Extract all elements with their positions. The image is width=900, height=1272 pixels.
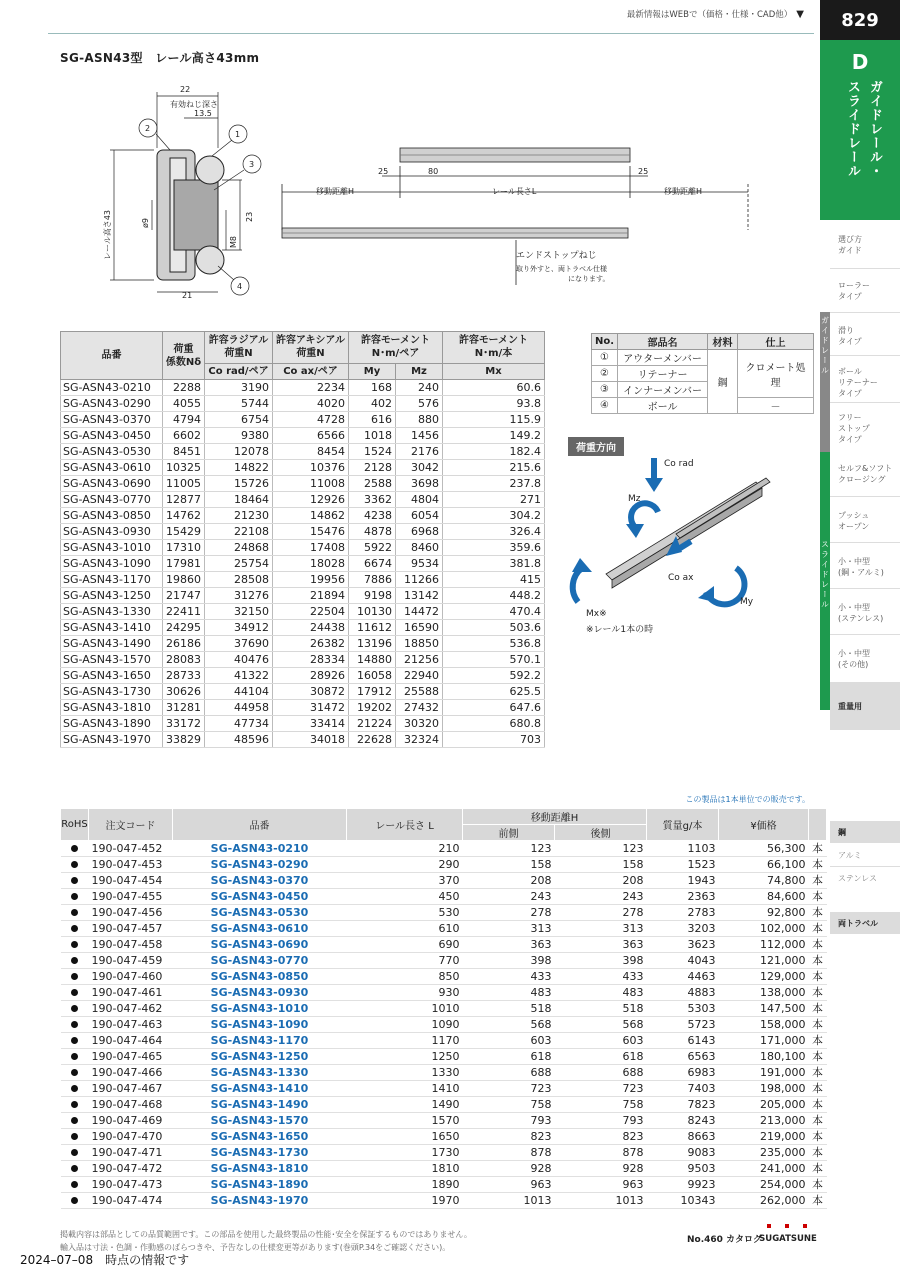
rohs-dot-icon <box>71 973 78 980</box>
label-my: My <box>740 597 754 607</box>
dim-13-5: 13.5 <box>194 109 212 118</box>
label-co-rad: Co rad <box>664 459 694 469</box>
label-mx-note: ※レール1本の時 <box>586 625 654 635</box>
header-divider <box>48 33 814 34</box>
product-link[interactable]: SG-ASN43-1890 <box>173 1177 347 1193</box>
sugatsune-logo <box>759 1224 817 1246</box>
spec-row: SG-ASN43-1410 24295 34912 24438 11612 16590 503.6 <box>61 620 545 636</box>
rohs-dot-icon <box>71 925 78 932</box>
spec-row: SG-ASN43-0610 10325 14822 10376 2128 3042 215.6 <box>61 460 545 476</box>
order-table <box>60 808 827 1209</box>
th-axial: 許容アキシアル 荷重N <box>273 332 349 364</box>
order-row: 190-047-456 SG-ASN43-0530 530 278 278 2783 92,800 本 <box>61 905 827 921</box>
inner-member-shape <box>174 180 218 250</box>
rohs-dot-icon <box>71 1085 78 1092</box>
arrow-mx-head <box>572 558 592 572</box>
nav-slide[interactable]: 滑り タイプ <box>838 326 862 346</box>
order-row: 190-047-465 SG-ASN43-1250 1250 618 618 6563 180,100 本 <box>61 1049 827 1065</box>
rohs-dot-icon <box>71 1037 78 1044</box>
material-steel: 鋼 <box>830 821 900 843</box>
arrow-mx <box>573 568 582 602</box>
nav-heavy-duty[interactable]: 重量用 <box>830 682 900 730</box>
order-row: 190-047-458 SG-ASN43-0690 690 363 363 3623 112,000 本 <box>61 937 827 953</box>
product-link[interactable]: SG-ASN43-0370 <box>173 873 347 889</box>
order-row: 190-047-468 SG-ASN43-1490 1490 758 758 7823 205,000 本 <box>61 1097 827 1113</box>
nav-divider <box>830 634 900 635</box>
section-tab <box>820 40 900 220</box>
part-row: ① アウターメンバー 鋼 クロメート処理 <box>592 350 814 366</box>
rohs-dot-icon <box>71 1197 78 1204</box>
band-slide-rail: スライドレール <box>820 452 830 710</box>
nav-divider <box>830 496 900 497</box>
th-rail-length: レール長さ L <box>347 809 463 841</box>
nav-divider <box>830 542 900 543</box>
part-row: ④ ボール － <box>592 398 814 414</box>
rohs-dot-icon <box>71 1021 78 1028</box>
order-table-body <box>61 841 827 1209</box>
rohs-dot-icon <box>71 1165 78 1172</box>
spec-row: SG-ASN43-1490 26186 37690 26382 13196 18850 536.8 <box>61 636 545 652</box>
rohs-dot-icon <box>71 861 78 868</box>
order-row: 190-047-453 SG-ASN43-0290 290 158 158 1523 66,100 本 <box>61 857 827 873</box>
dim-phi9: ø9 <box>141 218 150 228</box>
endstop-label: エンドストップねじ <box>516 251 597 261</box>
nav-small-other[interactable]: 小・中型 (その他) <box>838 649 870 669</box>
product-link[interactable]: SG-ASN43-0290 <box>173 857 347 873</box>
web-info-text: 最新情報はWEBで（価格・仕様・CAD他） <box>626 10 793 20</box>
order-row: 190-047-471 SG-ASN43-1730 1730 878 878 9083 235,000 本 <box>61 1145 827 1161</box>
order-row: 190-047-459 SG-ASN43-0770 770 398 398 4043 121,000 本 <box>61 953 827 969</box>
ball-bottom-shape <box>196 246 224 274</box>
rohs-dot-icon <box>71 1149 78 1156</box>
rail-drawing <box>90 80 760 300</box>
order-row: 190-047-455 SG-ASN43-0450 450 243 243 2363 84,600 本 <box>61 889 827 905</box>
section-title-1: ガイドレール・ <box>867 80 882 178</box>
spec-row: SG-ASN43-1010 17310 24868 17408 5922 8460 359.6 <box>61 540 545 556</box>
product-link[interactable]: SG-ASN43-1810 <box>173 1161 347 1177</box>
rohs-dot-icon <box>71 989 78 996</box>
order-row: 190-047-454 SG-ASN43-0370 370 208 208 1943 74,800 本 <box>61 873 827 889</box>
product-link[interactable]: SG-ASN43-1490 <box>173 1097 347 1113</box>
th-product-name: 品番 <box>173 809 347 841</box>
th-mass: 質量g/本 <box>647 809 719 841</box>
product-link[interactable]: SG-ASN43-1330 <box>173 1065 347 1081</box>
cross-section-view <box>157 150 224 280</box>
nav-small-sus[interactable]: 小・中型 (ステンレス) <box>838 603 884 623</box>
rohs-dot-icon <box>71 1005 78 1012</box>
spec-row: SG-ASN43-0530 8451 12078 8454 1524 2176 182.4 <box>61 444 545 460</box>
th-unit <box>809 809 827 841</box>
rohs-dot-icon <box>71 941 78 948</box>
th-radial: 許容ラジアル 荷重N <box>205 332 273 364</box>
order-row: 190-047-466 SG-ASN43-1330 1330 688 688 6983 191,000 本 <box>61 1065 827 1081</box>
dim-travel-right: 移動距離H <box>664 187 703 196</box>
rohs-dot-icon <box>71 957 78 964</box>
th-part-name: 部品名 <box>618 334 708 350</box>
dim-eff-depth: 有効ねじ深さ <box>170 100 218 109</box>
part-finish-ball: － <box>738 398 814 414</box>
part-finish: クロメート処理 <box>738 350 814 398</box>
product-link[interactable]: SG-ASN43-0770 <box>173 953 347 969</box>
section-title-2: スライドレール <box>845 80 860 178</box>
spec-row: SG-ASN43-0770 12877 18464 12926 3362 4804 271 <box>61 492 545 508</box>
product-link[interactable]: SG-ASN43-0690 <box>173 937 347 953</box>
product-link[interactable]: SG-ASN43-0930 <box>173 985 347 1001</box>
label-mx: Mx※ <box>586 609 607 619</box>
rohs-dot-icon <box>71 1053 78 1060</box>
product-link[interactable]: SG-ASN43-1410 <box>173 1081 347 1097</box>
part-row: ③ インナーメンバー <box>592 382 814 398</box>
dim-25-right: 25 <box>638 167 649 176</box>
two-way-travel: 両トラベル <box>830 912 900 934</box>
order-row: 190-047-463 SG-ASN43-1090 1090 568 568 5723 158,000 本 <box>61 1017 827 1033</box>
endstop-note-1: 取り外すと、両トラベル仕様 <box>516 265 607 273</box>
th-order-code: 注文コード <box>89 809 173 841</box>
order-row: 190-047-469 SG-ASN43-1570 1570 793 793 8243 213,000 本 <box>61 1113 827 1129</box>
product-link[interactable]: SG-ASN43-1170 <box>173 1033 347 1049</box>
spec-row: SG-ASN43-0210 2288 3190 2234 168 240 60.6 <box>61 380 545 396</box>
order-row: 190-047-462 SG-ASN43-1010 1010 518 518 5303 147,500 本 <box>61 1001 827 1017</box>
nav-self-closing[interactable]: セルフ&ソフト クロージング <box>838 464 893 484</box>
web-info-note[interactable] <box>627 8 804 20</box>
product-link[interactable]: SG-ASN43-0530 <box>173 905 347 921</box>
nav-small-steel[interactable]: 小・中型 (鋼・アルミ) <box>838 557 884 577</box>
th-rohs: RoHS <box>61 809 89 841</box>
spec-row: SG-ASN43-0290 4055 5744 4020 402 576 93.8 <box>61 396 545 412</box>
nav-push-open[interactable]: プッシュ オープン <box>838 511 870 531</box>
spec-row: SG-ASN43-1810 31281 44958 31472 19202 27432 647.6 <box>61 700 545 716</box>
callout-1: 1 <box>235 130 241 139</box>
dim-travel-left: 移動距離H <box>316 187 355 196</box>
section-letter: D <box>851 50 869 74</box>
spec-row: SG-ASN43-0930 15429 22108 15476 4878 6968 326.4 <box>61 524 545 540</box>
th-name: 品番 <box>61 332 163 380</box>
callout-4: 4 <box>237 282 243 291</box>
spec-row: SG-ASN43-0450 6602 9380 6566 1018 1456 149.2 <box>61 428 545 444</box>
order-row: 190-047-472 SG-ASN43-1810 1810 928 928 9503 241,000 本 <box>61 1161 827 1177</box>
spec-row: SG-ASN43-1650 28733 41322 28926 16058 22940 592.2 <box>61 668 545 684</box>
order-row: 190-047-460 SG-ASN43-0850 850 433 433 4463 129,000 本 <box>61 969 827 985</box>
spec-row: SG-ASN43-1570 28083 40476 28334 14880 21256 570.1 <box>61 652 545 668</box>
product-link[interactable]: SG-ASN43-1730 <box>173 1145 347 1161</box>
catalog-label: No.460 カタログ <box>687 1235 763 1245</box>
parts-table <box>591 333 814 414</box>
footer-note-1: 掲載内容は部品としての品質範囲です。この部品を使用した最終製品の性能･安全を保証するものではありません。 <box>60 1230 472 1239</box>
order-row: 190-047-457 SG-ASN43-0610 610 313 313 3203 102,000 本 <box>61 921 827 937</box>
product-link[interactable]: SG-ASN43-1090 <box>173 1017 347 1033</box>
order-row: 190-047-473 SG-ASN43-1890 1890 963 963 9923 254,000 本 <box>61 1177 827 1193</box>
rohs-dot-icon <box>71 845 78 852</box>
th-mz: Mz <box>396 363 443 379</box>
product-link[interactable]: SG-ASN43-1970 <box>173 1193 347 1209</box>
spec-row: SG-ASN43-1170 19860 28508 19956 7886 11266 415 <box>61 572 545 588</box>
product-link[interactable]: SG-ASN43-0210 <box>173 841 347 857</box>
band-guide-rail: ガイドレール <box>820 312 830 452</box>
page-number: 829 <box>820 0 900 40</box>
callout-3: 3 <box>249 160 255 169</box>
th-price: ¥価格 <box>719 809 809 841</box>
load-direction-label: 荷重方向 <box>568 437 624 456</box>
spec-row: SG-ASN43-1090 17981 25754 18028 6674 9534 381.8 <box>61 556 545 572</box>
product-link[interactable]: SG-ASN43-1250 <box>173 1049 347 1065</box>
dim-23: 23 <box>245 211 254 222</box>
sales-unit-note: この製品は1本単位での販売です。 <box>685 795 810 804</box>
spec-row: SG-ASN43-1970 33829 48596 34018 22628 32324 703 <box>61 732 545 748</box>
footer-note-2: 輸入品は寸法・色調・作動感のばらつきや、予告なしの仕様変更等があります(巻頭P.34をご確認ください)。 <box>60 1243 451 1252</box>
order-row: 190-047-470 SG-ASN43-1650 1650 823 823 8663 219,000 本 <box>61 1129 827 1145</box>
material-aluminum: アルミ <box>838 851 862 860</box>
nav-free-stop[interactable]: フリー ストップ タイプ <box>838 413 870 444</box>
order-row: 190-047-452 SG-ASN43-0210 210 123 123 1103 56,300 本 <box>61 841 827 857</box>
order-row: 190-047-464 SG-ASN43-1170 1170 603 603 6143 171,000 本 <box>61 1033 827 1049</box>
arrow-co-rad <box>645 458 663 492</box>
material-stainless: ステンレス <box>838 874 877 883</box>
info-date-stamp: 2024–07–08 時点の情報です <box>20 1253 190 1267</box>
spec-row: SG-ASN43-1730 30626 44104 30872 17912 25588 625.5 <box>61 684 545 700</box>
arrow-mz-head <box>626 524 644 538</box>
th-part-finish: 仕上 <box>738 334 814 350</box>
th-front: 前側 <box>463 825 555 841</box>
th-part-no: No. <box>592 334 618 350</box>
product-link[interactable]: SG-ASN43-1650 <box>173 1129 347 1145</box>
nav-divider <box>830 268 900 269</box>
rohs-dot-icon <box>71 1181 78 1188</box>
nav-divider <box>830 312 900 313</box>
triangle-down-icon: ▼ <box>796 8 804 20</box>
rohs-dot-icon <box>71 1101 78 1108</box>
product-link[interactable]: SG-ASN43-1010 <box>173 1001 347 1017</box>
label-co-ax: Co ax <box>668 573 694 583</box>
dim-21: 21 <box>182 291 193 300</box>
label-mz: Mz <box>628 494 641 504</box>
th-factor: 荷重 係数Nδ <box>163 332 205 380</box>
rohs-dot-icon <box>71 1069 78 1076</box>
th-travel: 移動距離H <box>463 809 647 825</box>
dim-m8: M8 <box>229 236 238 248</box>
dim-height-43: レール高さ43 <box>103 209 112 260</box>
spec-table <box>60 331 545 748</box>
nav-divider <box>830 402 900 403</box>
dim-22: 22 <box>180 85 191 94</box>
spec-row: SG-ASN43-1250 21747 31276 21894 9198 13142 448.2 <box>61 588 545 604</box>
nav-ball-retainer[interactable]: ボール リテーナー タイプ <box>838 367 878 398</box>
th-moment-pair: 許容モーメント N･m/ペア <box>349 332 443 364</box>
side-view <box>282 148 748 285</box>
callout-2: 2 <box>145 124 151 133</box>
product-link[interactable]: SG-ASN43-1570 <box>173 1113 347 1129</box>
th-co-rad: Co rad/ペア <box>205 363 273 379</box>
product-link[interactable]: SG-ASN43-0850 <box>173 969 347 985</box>
endstop-note-2: になります。 <box>568 275 610 283</box>
rohs-dot-icon <box>71 893 78 900</box>
order-row: 190-047-474 SG-ASN43-1970 1970 1013 1013 10343 262,000 本 <box>61 1193 827 1209</box>
th-co-ax: Co ax/ペア <box>273 363 349 379</box>
part-row: ② リテーナー <box>592 366 814 382</box>
spec-row: SG-ASN43-0850 14762 21230 14862 4238 6054 304.2 <box>61 508 545 524</box>
th-part-material: 材料 <box>708 334 738 350</box>
nav-divider <box>830 588 900 589</box>
th-mx: Mx <box>443 363 545 379</box>
ball-top-shape <box>196 156 224 184</box>
spec-row: SG-ASN43-0690 11005 15726 11008 2588 3698 237.8 <box>61 476 545 492</box>
spec-table-body <box>61 380 545 748</box>
spec-row: SG-ASN43-0370 4794 6754 4728 616 880 115.9 <box>61 412 545 428</box>
spec-row: SG-ASN43-1890 33172 47734 33414 21224 30320 680.8 <box>61 716 545 732</box>
nav-divider <box>830 866 900 867</box>
logo-text: SUGATSUNE <box>759 1234 817 1244</box>
dim-rail-length: レール長さL <box>492 187 537 196</box>
product-link[interactable]: SG-ASN43-0450 <box>173 889 347 905</box>
load-direction-diagram <box>566 452 786 642</box>
rohs-dot-icon <box>71 909 78 916</box>
spec-row: SG-ASN43-1330 22411 32150 22504 10130 14472 470.4 <box>61 604 545 620</box>
product-link[interactable]: SG-ASN43-0610 <box>173 921 347 937</box>
rohs-dot-icon <box>71 1133 78 1140</box>
th-moment-single: 許容モーメント N･m/本 <box>443 332 545 364</box>
nav-divider <box>830 355 900 356</box>
rohs-dot-icon <box>71 1117 78 1124</box>
dim-25-left: 25 <box>378 167 389 176</box>
order-row: 190-047-467 SG-ASN43-1410 1410 723 723 7403 198,000 本 <box>61 1081 827 1097</box>
nav-guide[interactable]: 選び方 ガイド <box>838 235 862 255</box>
th-back: 後側 <box>555 825 647 841</box>
th-my: My <box>349 363 396 379</box>
rohs-dot-icon <box>71 877 78 884</box>
part-material: 鋼 <box>708 350 738 414</box>
nav-roller[interactable]: ローラー タイプ <box>838 281 870 301</box>
arrow-my-head <box>698 586 714 602</box>
order-row: 190-047-461 SG-ASN43-0930 930 483 483 4883 138,000 本 <box>61 985 827 1001</box>
dim-80: 80 <box>428 167 439 176</box>
page-title: SG-ASN43型 レール高さ43mm <box>60 51 260 65</box>
